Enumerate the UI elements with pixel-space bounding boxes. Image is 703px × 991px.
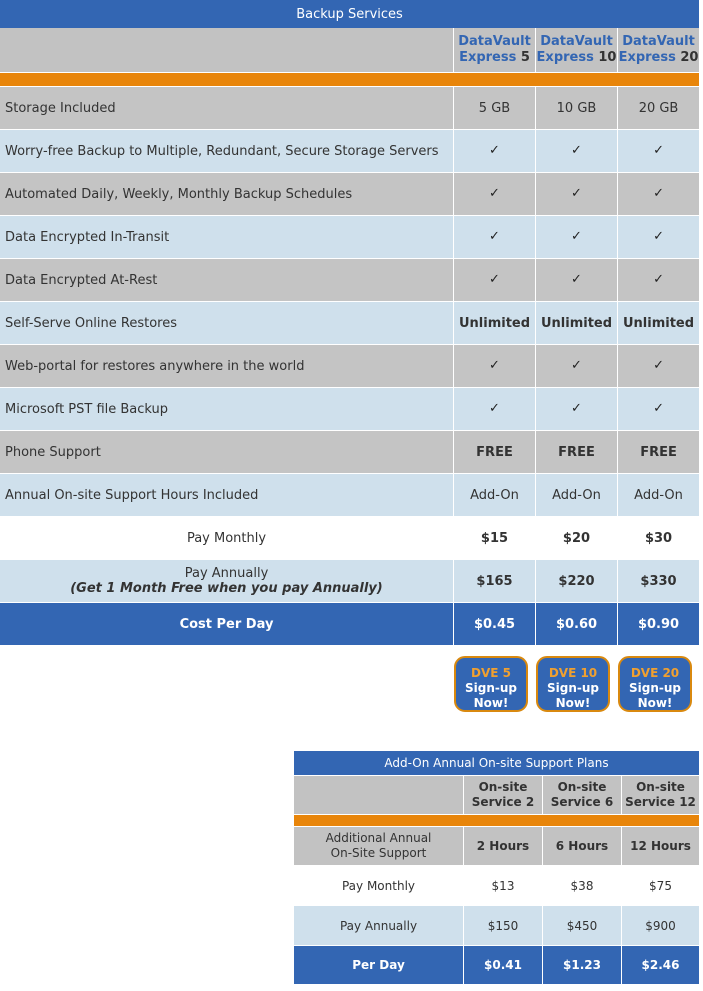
table-row (0, 130, 699, 173)
addon-hours-label: Additional Annual On-Site Support (294, 827, 463, 865)
plan-header-dve5: DataVault Express 5 (453, 28, 535, 72)
cost-per-day-row (0, 603, 699, 645)
price-annually: $165 (453, 560, 535, 603)
feature-label: Web-portal for restores anywhere in the world (0, 345, 453, 388)
check-icon: ✓ (453, 345, 535, 388)
feature-label: Worry-free Backup to Multiple, Redundant, Secure Storage Servers (0, 130, 453, 173)
feature-value: 5 GB (453, 87, 535, 130)
price-monthly: $15 (453, 517, 535, 560)
check-icon: ✓ (617, 388, 699, 431)
check-icon: ✓ (617, 216, 699, 259)
cost-per-day-value: $0.45 (453, 603, 535, 645)
addon-hours-value: 2 Hours (463, 827, 542, 865)
feature-value: 20 GB (617, 87, 699, 130)
addon-title: Add-On Annual On-site Support Plans (294, 751, 699, 775)
table-row (0, 431, 699, 474)
check-icon: ✓ (453, 173, 535, 216)
feature-label: Microsoft PST file Backup (0, 388, 453, 431)
cost-per-day-value: $0.90 (617, 603, 699, 645)
addon-per-day-label: Per Day (294, 945, 463, 984)
addon-price-monthly: $75 (621, 865, 699, 905)
backup-services-title: Backup Services (0, 0, 699, 28)
table-row (0, 474, 699, 517)
table-row (0, 216, 699, 259)
feature-label: Data Encrypted At-Rest (0, 259, 453, 302)
addon-price-monthly: $38 (542, 865, 621, 905)
addon-price-annually: $450 (542, 905, 621, 945)
cost-per-day-value: $0.60 (535, 603, 617, 645)
feature-value: Unlimited (617, 302, 699, 345)
check-icon: ✓ (535, 345, 617, 388)
price-monthly: $30 (617, 517, 699, 560)
check-icon: ✓ (453, 216, 535, 259)
addon-plan-header: On-site Service 2 (463, 775, 542, 814)
check-icon: ✓ (617, 345, 699, 388)
plan-header-dve10: DataVault Express 10 (535, 28, 617, 72)
annual-discount-note: (Get 1 Month Free when you pay Annually) (70, 581, 383, 596)
addon-per-day-value: $2.46 (621, 945, 699, 984)
addon-price-annually: $150 (463, 905, 542, 945)
addon-header-blank (294, 775, 463, 814)
header-blank (0, 28, 453, 72)
addon-hours-value: 12 Hours (621, 827, 699, 865)
check-icon: ✓ (535, 130, 617, 173)
table-row (0, 302, 699, 345)
pay-annually-row (0, 560, 699, 603)
addon-hours-row (294, 827, 699, 865)
check-icon: ✓ (617, 259, 699, 302)
feature-label: Annual On-site Support Hours Included (0, 474, 453, 517)
check-icon: ✓ (535, 216, 617, 259)
check-icon: ✓ (617, 130, 699, 173)
signup-button-dve5[interactable]: DVE 5 Sign-up Now! (454, 656, 528, 712)
addon-support-table (294, 751, 699, 984)
check-icon: ✓ (535, 173, 617, 216)
addon-pay-monthly-label: Pay Monthly (294, 865, 463, 905)
addon-hours-value: 6 Hours (542, 827, 621, 865)
addon-per-day-value: $1.23 (542, 945, 621, 984)
check-icon: ✓ (453, 130, 535, 173)
signup-button-dve20[interactable]: DVE 20 Sign-up Now! (618, 656, 692, 712)
feature-label: Phone Support (0, 431, 453, 474)
feature-label: Data Encrypted In-Transit (0, 216, 453, 259)
feature-value: Add-On (453, 474, 535, 517)
pay-monthly-row (0, 517, 699, 560)
addon-price-monthly: $13 (463, 865, 542, 905)
addon-pay-monthly-row (294, 865, 699, 905)
feature-label: Self-Serve Online Restores (0, 302, 453, 345)
check-icon: ✓ (535, 388, 617, 431)
feature-label: Storage Included (0, 87, 453, 130)
addon-plan-header: On-site Service 12 (621, 775, 699, 814)
feature-value: Unlimited (535, 302, 617, 345)
feature-value: Unlimited (453, 302, 535, 345)
addon-orange-divider (294, 814, 699, 827)
plan-header-dve20: DataVault Express 20 (617, 28, 699, 72)
table-row (0, 345, 699, 388)
cost-per-day-label: Cost Per Day (0, 603, 453, 645)
price-monthly: $20 (535, 517, 617, 560)
price-annually: $220 (535, 560, 617, 603)
addon-pay-annually-label: Pay Annually (294, 905, 463, 945)
addon-per-day-row (294, 945, 699, 984)
signup-button-dve10[interactable]: DVE 10 Sign-up Now! (536, 656, 610, 712)
feature-value: FREE (617, 431, 699, 474)
feature-value: FREE (453, 431, 535, 474)
feature-label: Automated Daily, Weekly, Monthly Backup Schedules (0, 173, 453, 216)
feature-value: Add-On (535, 474, 617, 517)
orange-divider (0, 72, 699, 87)
table-row (0, 388, 699, 431)
addon-pay-annually-row (294, 905, 699, 945)
addon-per-day-value: $0.41 (463, 945, 542, 984)
pay-annually-label: Pay Annually (Get 1 Month Free when you pay Annually) (0, 560, 453, 603)
feature-value: Add-On (617, 474, 699, 517)
addon-plan-header: On-site Service 6 (542, 775, 621, 814)
pay-monthly-label: Pay Monthly (0, 517, 453, 560)
check-icon: ✓ (453, 259, 535, 302)
table-row (0, 87, 699, 130)
addon-price-annually: $900 (621, 905, 699, 945)
feature-value: FREE (535, 431, 617, 474)
price-annually: $330 (617, 560, 699, 603)
check-icon: ✓ (535, 259, 617, 302)
check-icon: ✓ (453, 388, 535, 431)
table-row (0, 259, 699, 302)
feature-value: 10 GB (535, 87, 617, 130)
table-row (0, 173, 699, 216)
check-icon: ✓ (617, 173, 699, 216)
